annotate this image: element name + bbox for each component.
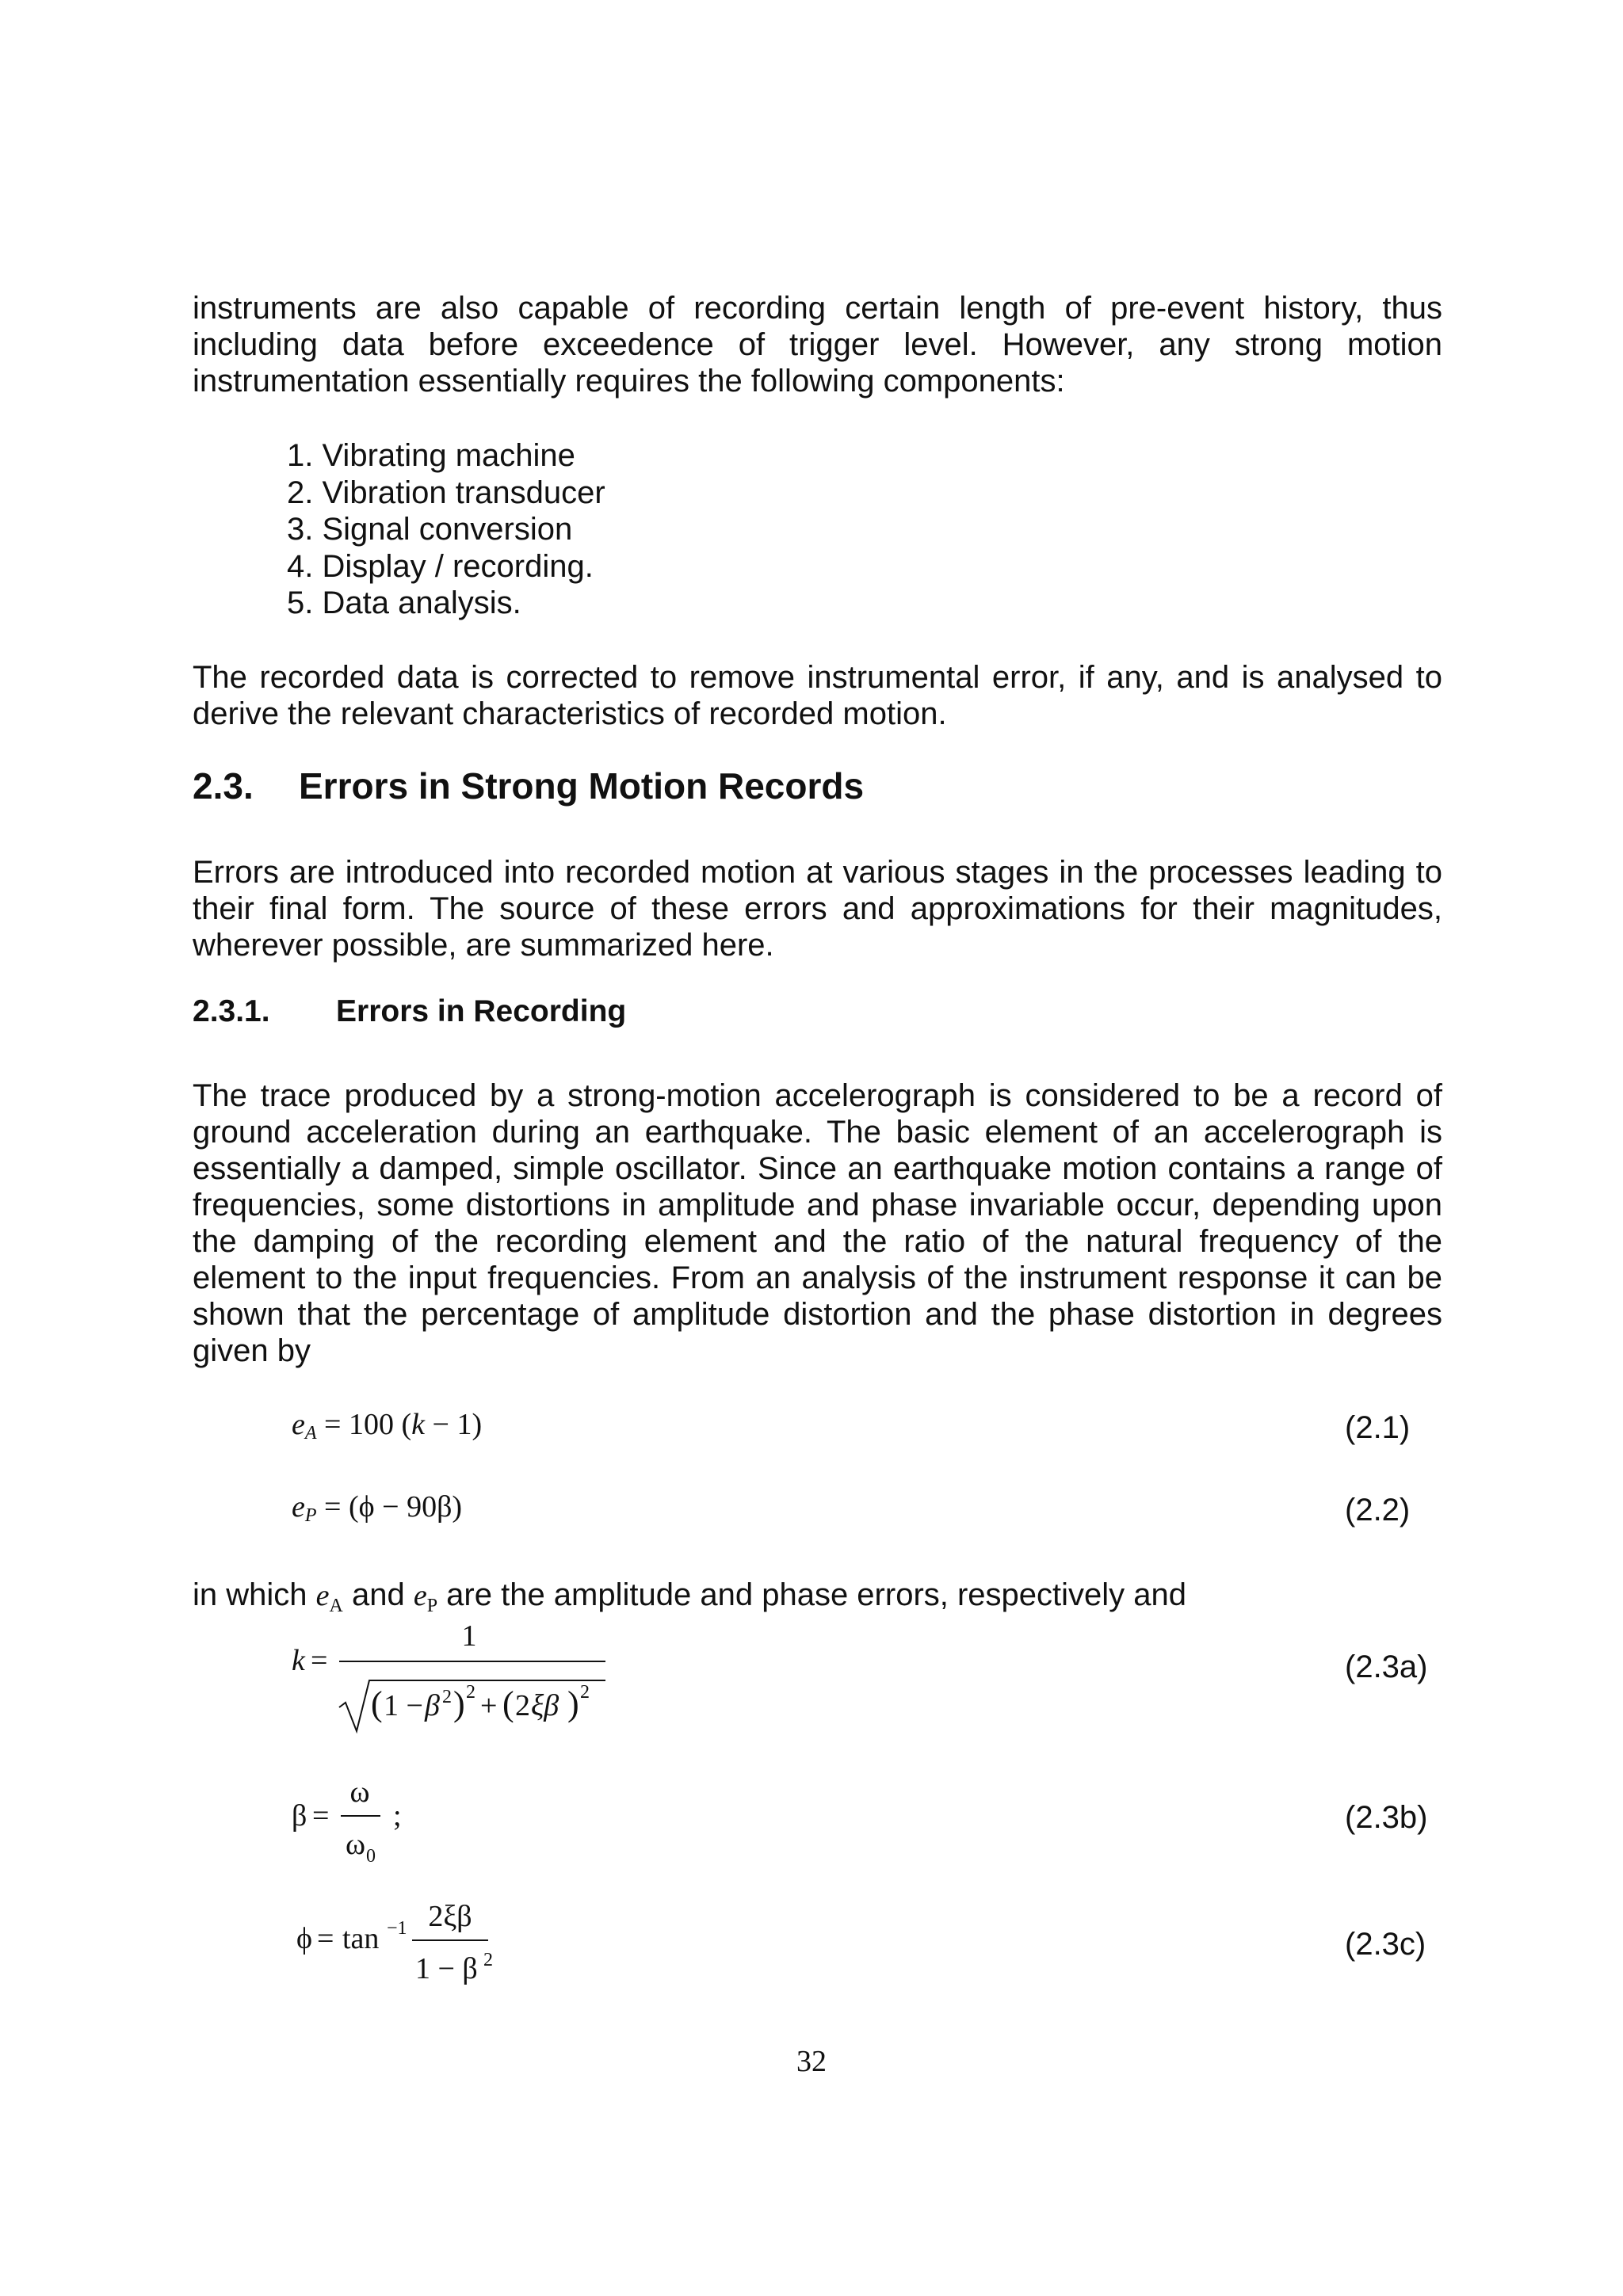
svg-text:=: = bbox=[311, 1644, 328, 1677]
svg-text:1 − β: 1 − β bbox=[415, 1952, 478, 1985]
correction-paragraph: The recorded data is corrected to remove instrumental error, if any, and is analysed to derive the relevant characteristics of recorded motion. bbox=[193, 660, 1442, 731]
svg-text:2: 2 bbox=[483, 1950, 493, 1970]
svg-text:1 −: 1 − bbox=[384, 1689, 423, 1722]
section-paragraph: Errors are introduced into recorded motion at various stages in the processes leading to their final form. The source of these errors and approximations for their magnitudes, wherever possible, are summarized here. bbox=[193, 855, 1442, 963]
svg-text:2ξβ: 2ξβ bbox=[428, 1900, 472, 1933]
svg-text:β: β bbox=[292, 1799, 307, 1833]
recording-paragraph: The trace produced by a strong-motion accelerograph is considered to be a record of ground acceleration during an earthquake. The basic element of an accelerograph is essentially a damped, simple oscillator. Since an earthquake motion contains a range of frequencies, some distortions in amplitude and phase invariable occur, depending upon the damping of the recording element and the ratio of the natural frequency of the element to the input frequencies. From an analysis of the instrument response it can be shown that the percentage of amplitude distortion and the phase distortion in degrees given by bbox=[193, 1078, 1442, 1368]
inline-suffix: are the amplitude and phase errors, respectively and bbox=[437, 1577, 1187, 1612]
section-title: Errors in Strong Motion Records bbox=[299, 765, 865, 807]
inline-mid: and bbox=[342, 1577, 414, 1612]
equation-number-2-2: (2.2) bbox=[1345, 1493, 1411, 1527]
svg-text:−1: −1 bbox=[387, 1918, 407, 1939]
svg-text:β: β bbox=[425, 1689, 440, 1722]
subsection-heading bbox=[193, 994, 626, 1029]
equation-number-2-3c: (2.3c) bbox=[1345, 1927, 1426, 1962]
svg-text:=: = bbox=[312, 1799, 330, 1833]
svg-text:=: = bbox=[317, 1922, 334, 1955]
components-list bbox=[287, 437, 605, 622]
phase-error-symbol: $e_P$ bbox=[413, 1579, 438, 1616]
inline-sentence bbox=[193, 1577, 1186, 1617]
svg-text:tan: tan bbox=[342, 1922, 380, 1955]
equation-number-2-1: (2.1) bbox=[1345, 1410, 1411, 1445]
list-item: 1. Vibrating machine bbox=[287, 438, 575, 473]
svg-text:(: ( bbox=[371, 1684, 383, 1723]
svg-text:2: 2 bbox=[466, 1682, 475, 1703]
svg-text:0: 0 bbox=[366, 1846, 376, 1867]
section-number: 2.3. bbox=[193, 765, 254, 807]
list-item: 4. Display / recording. bbox=[287, 548, 594, 584]
inline-prefix: in which bbox=[193, 1577, 316, 1612]
amplitude-error-symbol: $e_A$ bbox=[315, 1579, 343, 1616]
svg-text:2: 2 bbox=[580, 1682, 590, 1703]
svg-text:ω: ω bbox=[349, 1775, 370, 1809]
equation-number-2-3a: (2.3a) bbox=[1345, 1650, 1428, 1684]
svg-text:ξβ: ξβ bbox=[531, 1689, 559, 1722]
equation-2-2: $e_P = (\phi - 90\beta)$ bbox=[292, 1490, 463, 1526]
equation-2-3b bbox=[285, 1775, 444, 1878]
svg-text:): ) bbox=[453, 1684, 465, 1723]
svg-text:ϕ: ϕ bbox=[296, 1922, 313, 1955]
svg-text:;: ; bbox=[393, 1799, 402, 1833]
equation-2-3c bbox=[285, 1897, 507, 2000]
list-item: 3. Signal conversion bbox=[287, 512, 573, 547]
list-item: 2. Vibration transducer bbox=[287, 475, 605, 510]
list-item: 5. Data analysis. bbox=[287, 585, 521, 620]
equation-2-1: $e_A = 100$ (k − 1) bbox=[292, 1408, 483, 1444]
subsection-title: Errors in Recording bbox=[336, 994, 627, 1028]
equation-number-2-3b: (2.3b) bbox=[1345, 1800, 1428, 1835]
section-heading bbox=[193, 765, 864, 807]
svg-text:+: + bbox=[480, 1689, 498, 1722]
svg-text:1: 1 bbox=[461, 1620, 477, 1653]
page-number: 32 bbox=[796, 2045, 827, 2078]
intro-paragraph: instruments are also capable of recording certain length of pre-event history, thus including data before exceedence of trigger level. However, any strong motion instrumentation essentially requires the following components: bbox=[193, 291, 1442, 399]
svg-text:): ) bbox=[567, 1684, 579, 1723]
subsection-number: 2.3.1. bbox=[193, 994, 270, 1028]
equation-2-3a bbox=[285, 1620, 618, 1739]
svg-text:2: 2 bbox=[442, 1687, 452, 1707]
svg-text:(: ( bbox=[502, 1684, 514, 1723]
svg-text:k: k bbox=[292, 1644, 305, 1677]
svg-text:2: 2 bbox=[515, 1689, 530, 1722]
svg-text:ω: ω bbox=[346, 1828, 366, 1861]
